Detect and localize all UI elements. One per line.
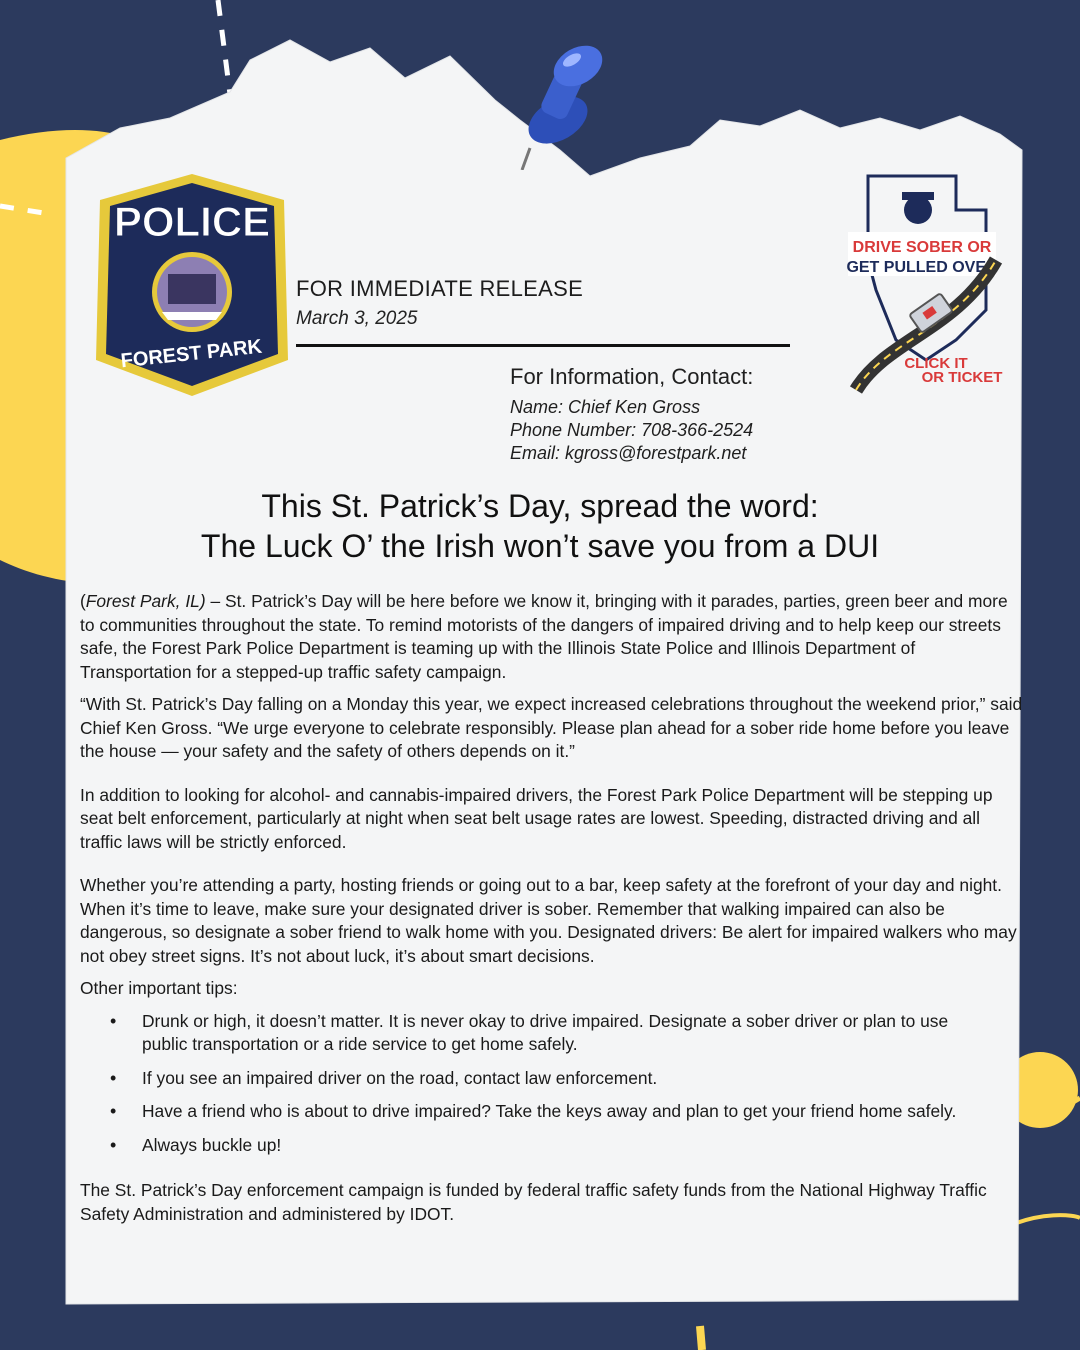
- campaign-line4: OR TICKET: [921, 369, 1003, 386]
- contact-block: [510, 364, 753, 465]
- paragraph-intro: [80, 590, 1025, 684]
- list-item: [80, 1010, 962, 1057]
- list-item: [80, 1134, 962, 1158]
- contact-phone: Phone Number: 708-366-2524: [510, 420, 754, 440]
- paragraph-enforcement: In addition to looking for alcohol- and cannabis-impaired drivers, the Forest Park Police Department will be stepping up seat belt enforcement, particularly at night when seat belt usage rates are lowest. Speeding, distracted driving and all traffic laws will be strictly enforced.: [80, 784, 993, 852]
- header-divider: [296, 344, 790, 347]
- bullet-icon: •: [110, 1067, 117, 1088]
- headline-line1: This St. Patrick’s Day, spread the word:: [261, 488, 819, 524]
- list-item: [80, 1100, 962, 1124]
- location-dateline: Forest Park, IL): [85, 591, 206, 611]
- contact-heading: For Information, Contact:: [510, 364, 754, 389]
- tips-label: Other important tips:: [80, 978, 238, 998]
- tip-text: Have a friend who is about to drive impaired? Take the keys away and plan to get your friend home safely.: [142, 1101, 957, 1121]
- bullet-icon: •: [110, 1101, 117, 1121]
- badge-bottom-text: FOREST PARK: [119, 335, 264, 373]
- article-body: [80, 590, 1025, 1235]
- intro-text: – St. Patrick’s Day will be here before we know it, bringing with it parades, parties, green beer and more to communities throughout the state. To remind motorists of the dangers of impaired driving and to help keep our streets safe, the Forest Park Police Department is teaming up with the Illinois State Police and Illinois Department of Transportation for a stepped-up traffic safety campaign.: [80, 591, 1008, 682]
- contact-email: Email: kgross@forestpark.net: [510, 443, 747, 463]
- tip-text: If you see an impaired driver on the road, contact law enforcement.: [142, 1067, 658, 1088]
- campaign-line2: GET PULLED OVER: [846, 259, 998, 276]
- bullet-icon: •: [110, 1010, 117, 1031]
- badge-top-text: POLICE: [113, 198, 271, 245]
- campaign-line1: DRIVE SOBER OR: [852, 239, 992, 256]
- paragraph-funding: The St. Patrick’s Day enforcement campaign is funded by federal traffic safety funds from the National Highway Traffic Safety Administration and administered by IDOT.: [80, 1180, 987, 1224]
- list-item: [80, 1067, 962, 1091]
- officer-icon: [904, 196, 932, 224]
- headline: [60, 486, 1020, 566]
- headline-line2: The Luck O’ the Irish won’t save you from a DUI: [200, 528, 880, 564]
- release-date: March 3, 2025: [296, 308, 418, 329]
- contact-name: Name: Chief Ken Gross: [510, 397, 701, 417]
- police-badge-logo: [92, 170, 292, 400]
- tip-text: Always buckle up!: [142, 1134, 282, 1155]
- tips-list: [80, 1010, 1025, 1158]
- paragraph-safety: Whether you’re attending a party, hosting friends or going out to a bar, keep safety at the forefront of your day and night. When it’s time to leave, make sure your designated driver is sober. Remember that walking impaired can also be dangerous, so designate a sober friend to walk home with you. Designated drivers: Be alert for impaired walkers who may not obey street signs. It’s not about luck, it’s about smart decisions.: [80, 875, 1017, 966]
- campaign-line3: CLICK IT: [904, 355, 968, 372]
- paragraph-quote: “With St. Patrick’s Day falling on a Monday this year, we expect increased celebrations throughout the weekend prior,” said Chief Ken Gross. “We urge everyone to celebrate responsibly. Please plan ahead for a sober ride home before you leave the house — your safety and the safety of others depends on it.”: [80, 694, 1023, 761]
- intro-open-paren: (: [80, 591, 86, 611]
- campaign-logo: [836, 170, 1016, 430]
- tip-text: Drunk or high, it doesn’t matter. It is never okay to drive impaired. Designate a sober driver or plan to use public transportation or a ride service to get home safely.: [142, 1010, 949, 1054]
- bullet-icon: •: [110, 1134, 117, 1155]
- release-label: FOR IMMEDIATE RELEASE: [296, 276, 584, 301]
